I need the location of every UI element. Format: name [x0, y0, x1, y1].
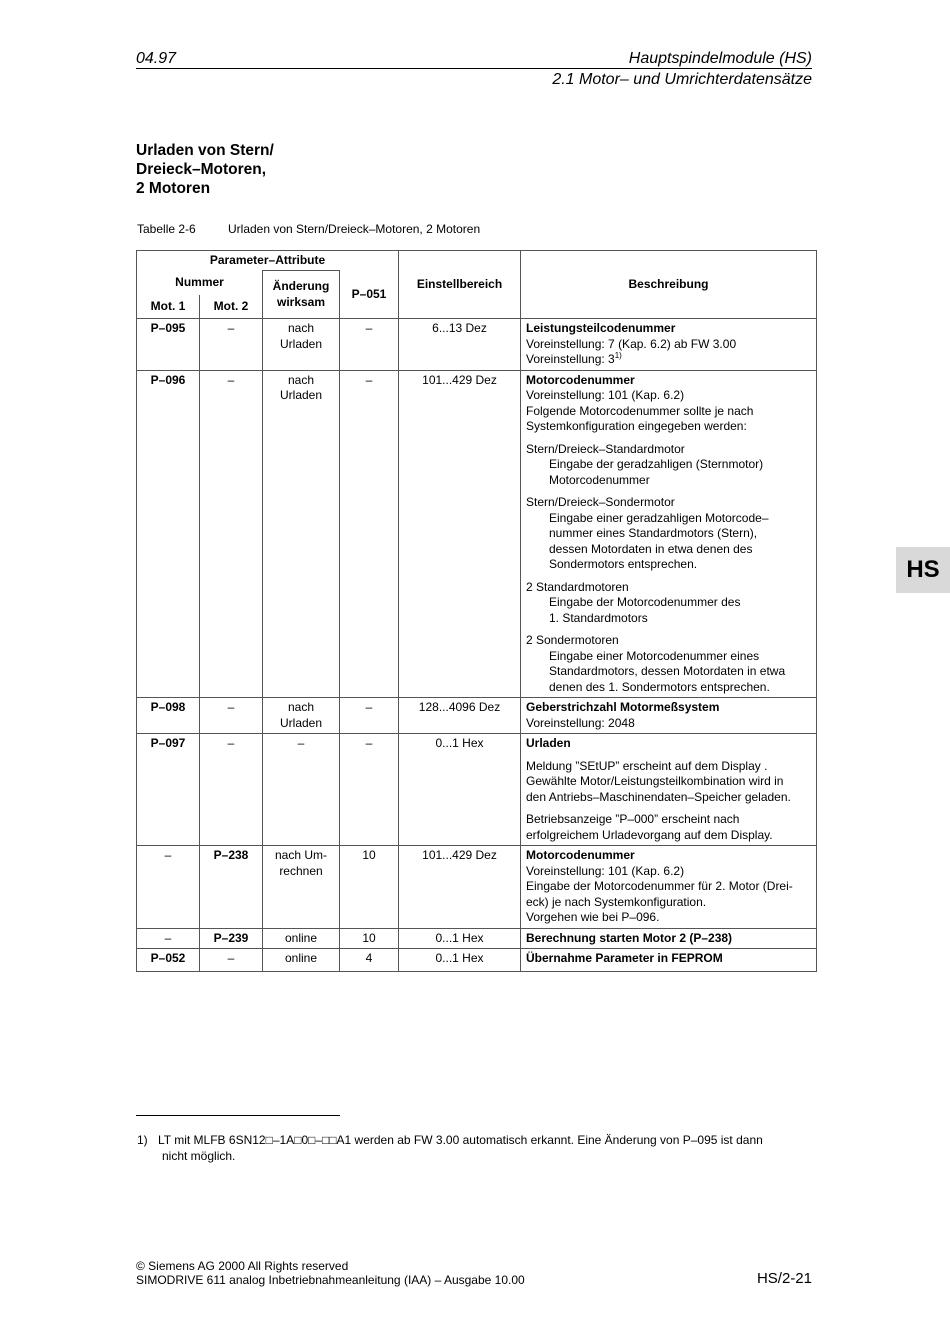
cell-mot2: – [200, 370, 263, 698]
desc-line: eck) je nach Systemkonfiguration. [526, 894, 707, 909]
cell-mot1: P–052 [137, 949, 200, 972]
cell-mot1: P–096 [137, 370, 200, 698]
cell-bereich: 0...1 Hex [399, 949, 521, 972]
desc-line: Betriebsanzeige ”P–000” erscheint nach [526, 812, 740, 826]
cell-beschreibung [521, 370, 817, 698]
table-row [137, 319, 817, 371]
desc-line: Vorgehen wie bei P–096. [526, 910, 660, 924]
table-row [137, 949, 817, 972]
cell-beschreibung [521, 698, 817, 734]
header-chapter: Hauptspindelmodule (HS) [628, 50, 812, 67]
cell-bereich: 0...1 Hex [399, 734, 521, 846]
cell-mot2: P–238 [200, 846, 263, 929]
cell-beschreibung [521, 846, 817, 929]
cell-mot1: – [137, 928, 200, 949]
desc-line: Voreinstellung: 2048 [526, 715, 635, 730]
desc-line: Folgende Motorcodenummer sollte je nach [526, 403, 754, 418]
header-mot2: Mot. 2 [200, 295, 263, 319]
desc-block-line: nummer eines Standardmotors (Stern), [549, 526, 758, 540]
desc-block-line: Motorcodenummer [549, 472, 650, 487]
header-rule [136, 68, 812, 69]
cell-bereich: 101...429 Dez [399, 846, 521, 929]
desc-line: Gewählte Motor/Leistungsteilkombination wird in [526, 774, 784, 788]
cell-bereich: 6...13 Dez [399, 319, 521, 371]
desc-block-line: 1. Standardmotors [549, 610, 648, 625]
desc-line: Eingabe der Motorcodenummer für 2. Motor (Drei- [526, 879, 793, 893]
desc-line: Meldung ”SEtUP” erscheint auf dem Display . [526, 758, 768, 773]
cell-mot2: P–239 [200, 928, 263, 949]
desc-title: Berechnung starten Motor 2 (P–238) [526, 930, 733, 945]
cell-mot2: – [200, 698, 263, 734]
cell-beschreibung [521, 949, 817, 972]
desc-title: Urladen [526, 736, 571, 750]
cell-p051: 4 [340, 949, 399, 972]
cell-bereich: 128...4096 Dez [399, 698, 521, 734]
cell-aenderung: nach Um- rechnen [263, 846, 340, 929]
cell-mot2: – [200, 949, 263, 972]
desc-block-line: Standardmotors, dessen Motordaten in etwa [549, 664, 786, 678]
cell-mot2: – [200, 734, 263, 846]
desc-block-head: 2 Standardmotoren [526, 579, 629, 594]
header-param-attr: Parameter–Attribute [137, 251, 399, 271]
cell-aenderung: – [263, 734, 340, 846]
cell-mot1: P–097 [137, 734, 200, 846]
desc-line: Voreinstellung: 101 (Kap. 6.2) [526, 863, 685, 878]
cell-aenderung: nach Urladen [263, 698, 340, 734]
cell-p051: – [340, 319, 399, 371]
header-aenderung: Änderung wirksam [263, 271, 340, 319]
parameter-table [136, 250, 817, 972]
cell-p051: – [340, 370, 399, 698]
cell-aenderung: nach Urladen [263, 319, 340, 371]
desc-title: Motorcodenummer [526, 372, 635, 387]
header-section: 2.1 Motor– und Umrichterdatensätze [552, 71, 812, 88]
table-caption [137, 222, 480, 236]
cell-p051: – [340, 734, 399, 846]
desc-block-head: 2 Sondermotoren [526, 633, 619, 647]
cell-p051: – [340, 698, 399, 734]
cell-beschreibung [521, 319, 817, 371]
cell-mot2: – [200, 319, 263, 371]
cell-p051: 10 [340, 846, 399, 929]
side-tab-hs: HS [896, 547, 950, 593]
footnote [137, 1133, 827, 1164]
section-title [136, 141, 274, 198]
cell-bereich: 0...1 Hex [399, 928, 521, 949]
header-mot1: Mot. 1 [137, 295, 200, 319]
cell-aenderung: online [263, 949, 340, 972]
desc-block-line: Eingabe der Motorcodenummer des [549, 595, 741, 609]
cell-bereich: 101...429 Dez [399, 370, 521, 698]
desc-block-head: Stern/Dreieck–Standardmotor [526, 441, 685, 456]
section-title-line: 2 Motoren [136, 180, 211, 197]
desc-title: Leistungsteilcodenummer [526, 321, 676, 335]
desc-title: Motorcodenummer [526, 848, 635, 862]
table-caption-number: Tabelle 2-6 [137, 222, 196, 236]
footnote-rule [136, 1115, 340, 1116]
desc-line: Voreinstellung: 3 [526, 352, 615, 366]
cell-beschreibung [521, 734, 817, 846]
header-einstellbereich: Einstellbereich [399, 251, 521, 319]
desc-line: Voreinstellung: 101 (Kap. 6.2) [526, 388, 685, 402]
copyright-line: © Siemens AG 2000 All Rights reserved [136, 1259, 349, 1273]
cell-mot1: – [137, 846, 200, 929]
document-title: SIMODRIVE 611 analog Inbetriebnahmeanleitung (IAA) – Ausgabe 10.00 [136, 1273, 525, 1287]
footnote-mark: 1) [137, 1133, 148, 1147]
desc-line: den Antriebs–Maschinendaten–Speicher geladen. [526, 789, 791, 804]
desc-block-line: Eingabe einer Motorcodenummer eines [549, 648, 760, 663]
desc-block-line: dessen Motordaten in etwa denen des [549, 541, 753, 556]
desc-line: erfolgreichem Urladevorgang auf dem Display. [526, 827, 773, 842]
cell-p051: 10 [340, 928, 399, 949]
desc-block-head: Stern/Dreieck–Sondermotor [526, 495, 675, 509]
header-beschreibung: Beschreibung [521, 251, 817, 319]
desc-line: Systemkonfiguration eingegeben werden: [526, 419, 747, 433]
desc-title: Übernahme Parameter in FEPROM [526, 951, 723, 965]
page-number: HS/2-21 [756, 1270, 812, 1287]
desc-block-line: Eingabe der geradzahligen (Sternmotor) [549, 457, 764, 471]
desc-line: Voreinstellung: 7 (Kap. 6.2) ab FW 3.00 [526, 336, 737, 351]
header-p051: P–051 [340, 271, 399, 319]
table-row [137, 698, 817, 734]
footer-copyright [136, 1259, 525, 1287]
desc-title: Geberstrichzahl Motormeßsystem [526, 700, 720, 714]
header-nummer: Nummer [137, 271, 263, 295]
cell-beschreibung [521, 928, 817, 949]
cell-aenderung: nach Urladen [263, 370, 340, 698]
table-row [137, 370, 817, 698]
table-row [137, 846, 817, 929]
desc-block-line: denen des 1. Sondermotors entsprechen. [549, 679, 770, 694]
footnote-ref: 1) [614, 351, 622, 360]
table-row [137, 734, 817, 846]
header-date: 04.97 [136, 50, 177, 67]
cell-aenderung: online [263, 928, 340, 949]
footnote-line: LT mit MLFB 6SN12□–1A□0□–□□A1 werden ab FW 3.00 automatisch erkannt. Eine Änderung von P–095 ist dann [158, 1133, 763, 1147]
table-row [137, 928, 817, 949]
table-caption-title: Urladen von Stern/Dreieck–Motoren, 2 Motoren [228, 222, 481, 236]
desc-block-line: Eingabe einer geradzahligen Motorcode– [549, 510, 769, 525]
section-title-line: Dreieck–Motoren, [136, 161, 267, 178]
desc-block-line: Sondermotors entsprechen. [549, 557, 698, 571]
cell-mot1: P–098 [137, 698, 200, 734]
footnote-line: nicht möglich. [162, 1148, 236, 1163]
section-title-line: Urladen von Stern/ [136, 142, 274, 159]
cell-mot1: P–095 [137, 319, 200, 371]
